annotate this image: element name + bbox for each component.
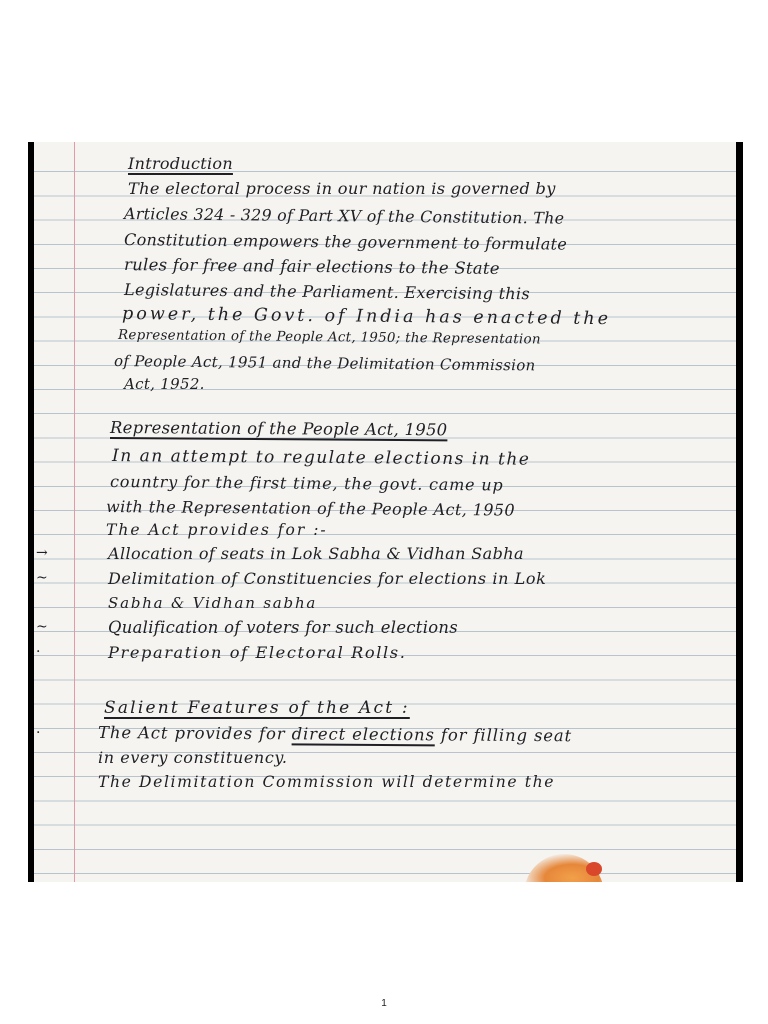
intro-line-2: Articles 324 - 329 of Part XV of the Constitution. The <box>124 204 565 228</box>
bullet-mark: · <box>36 725 41 741</box>
salient-line-3: The Delimitation Commission will determine the <box>98 773 556 791</box>
intro-line-4: rules for free and fair elections to the State <box>124 255 500 278</box>
salient-heading: Salient Features of the Act : <box>104 698 410 718</box>
intro-line-7: Representation of the People Act, 1950; the Representation <box>118 328 541 348</box>
bullet-mark: → <box>36 545 48 561</box>
salient-line-1 <box>98 723 572 745</box>
provision-2: Delimitation of Constituencies for elections in Lok <box>108 569 547 588</box>
rpa-line-3: with the Representation of the People Act, 1950 <box>106 497 516 520</box>
notebook-photo <box>28 142 743 882</box>
thumb-nail <box>586 862 602 876</box>
intro-line-1: The electoral process in our nation is governed by <box>128 179 556 198</box>
margin-line <box>74 142 75 882</box>
bullet-mark: ~ <box>36 570 48 586</box>
rpa-line-1: In an attempt to regulate elections in the <box>112 446 531 470</box>
provision-3: Qualification of voters for such elections <box>108 618 458 637</box>
rpa-heading: Representation of the People Act, 1950 <box>110 418 448 440</box>
intro-line-5: Legislatures and the Parliament. Exercising this <box>124 280 530 304</box>
salient-line-2: in every constituency. <box>98 748 288 767</box>
intro-line-3: Constitution empowers the government to formulate <box>124 230 568 254</box>
salient-line-1-start: The Act provides for <box>98 723 292 744</box>
rpa-line-2: country for the first time, the govt. came up <box>110 472 504 495</box>
provision-2-cont: Sabha & Vidhan sabha <box>108 594 318 612</box>
intro-line-8: of People Act, 1951 and the Delimitation Commission <box>114 352 536 375</box>
intro-heading: Introduction <box>128 154 233 173</box>
intro-line-6: power, the Govt. of India has enacted the <box>122 304 612 330</box>
provision-1: Allocation of seats in Lok Sabha & Vidhan Sabha <box>108 544 524 563</box>
notebook-page <box>34 142 736 882</box>
rpa-line-4: The Act provides for :- <box>106 521 328 539</box>
page-number: 1 <box>381 998 387 1009</box>
intro-line-9: Act, 1952. <box>124 375 205 393</box>
provision-4: Preparation of Electoral Rolls. <box>108 643 407 662</box>
salient-line-1-underlined: direct elections <box>291 724 435 745</box>
bullet-mark: · <box>36 644 41 660</box>
salient-line-1-end: for filling seat <box>434 725 573 746</box>
bullet-mark: ~ <box>36 619 48 635</box>
